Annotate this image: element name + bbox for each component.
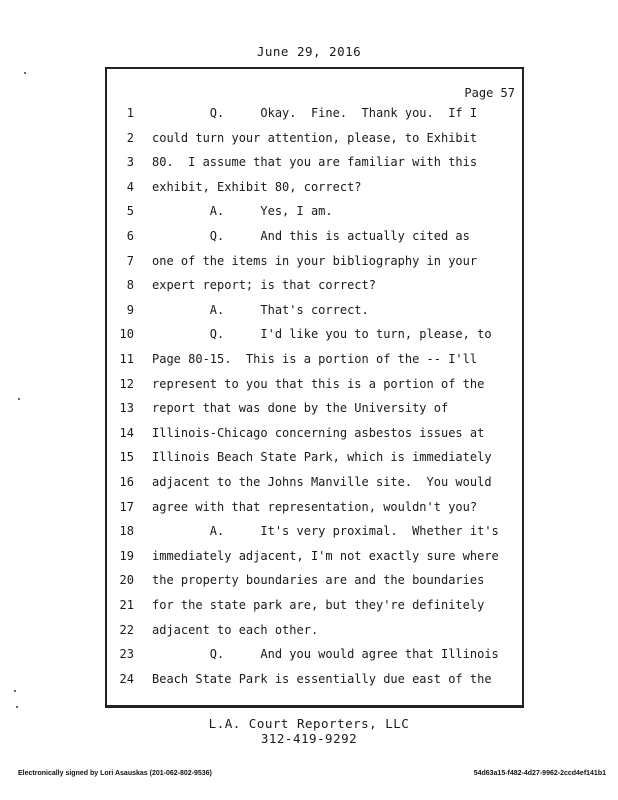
transcript-line xyxy=(0,546,618,566)
line-number: 14 xyxy=(119,425,134,440)
transcript-line xyxy=(0,324,618,344)
line-text: exhibit, Exhibit 80, correct? xyxy=(152,179,362,194)
transcript-line xyxy=(0,595,618,615)
line-text: immediately adjacent, I'm not exactly sure where xyxy=(152,548,499,563)
line-text: Q. And this is actually cited as xyxy=(152,229,470,243)
scan-artifact xyxy=(16,706,18,708)
line-text: expert report; is that correct? xyxy=(152,278,376,293)
transcript-line xyxy=(0,251,618,271)
line-text: Q. Okay. Fine. Thank you. If I xyxy=(152,106,478,120)
transcript-line xyxy=(0,644,618,664)
transcript-line xyxy=(0,152,618,172)
transcript-line xyxy=(0,669,618,689)
transcript-line xyxy=(0,226,618,246)
transcript-line xyxy=(0,374,618,394)
line-text: could turn your attention, please, to Exhibit xyxy=(152,130,478,145)
transcript-line xyxy=(0,423,618,443)
line-text: the property boundaries are and the boundaries xyxy=(152,573,485,588)
document-id: 54d63a15-f482-4d27-9962-2ccd4ef141b1 xyxy=(473,770,606,777)
line-number: 10 xyxy=(119,327,134,342)
transcript-line xyxy=(0,300,618,320)
line-number: 20 xyxy=(119,573,134,588)
line-text: adjacent to each other. xyxy=(152,622,319,637)
transcript-line xyxy=(0,497,618,517)
transcript-line xyxy=(0,570,618,590)
line-number: 5 xyxy=(126,204,134,219)
line-number: 6 xyxy=(126,229,134,243)
line-number: 7 xyxy=(126,253,134,268)
transcript-line xyxy=(0,177,618,197)
scan-artifact xyxy=(14,690,16,692)
transcript-line xyxy=(0,521,618,541)
footer-agency-name: L.A. Court Reporters, LLC xyxy=(208,716,410,731)
header-date: June 29, 2016 xyxy=(256,44,362,59)
line-text: one of the items in your bibliography in your xyxy=(152,253,478,268)
line-number: 23 xyxy=(119,647,134,662)
scan-artifact xyxy=(18,398,20,400)
line-text: Beach State Park is essentially due east of the xyxy=(152,671,492,686)
transcript-line xyxy=(0,398,618,418)
transcript-line xyxy=(0,128,618,148)
line-number: 19 xyxy=(119,548,134,563)
line-number: 8 xyxy=(126,278,134,293)
line-text: Q. I'd like you to turn, please, to xyxy=(152,327,492,342)
line-number: 21 xyxy=(119,598,134,612)
electronic-signature-note: Electronically signed by Lori Asauskas (201-062-802-9536) xyxy=(18,770,212,777)
line-number: 22 xyxy=(119,622,134,637)
line-text: A. That's correct. xyxy=(152,302,369,317)
line-number: 15 xyxy=(119,450,134,465)
line-text: Illinois-Chicago concerning asbestos issues at xyxy=(152,425,485,440)
line-text: 80. I assume that you are familiar with this xyxy=(152,155,478,170)
line-number: 13 xyxy=(119,401,134,416)
line-text: Page 80-15. This is a portion of the -- I'll xyxy=(152,352,478,366)
line-number: 1 xyxy=(126,106,134,120)
line-number: 9 xyxy=(126,302,134,317)
transcript-line xyxy=(0,447,618,467)
transcript-line xyxy=(0,201,618,221)
scan-artifact xyxy=(24,72,26,74)
transcript-line xyxy=(0,275,618,295)
line-text: Illinois Beach State Park, which is immediately xyxy=(152,450,492,465)
transcript-line xyxy=(0,472,618,492)
line-number: 18 xyxy=(119,524,134,539)
line-text: adjacent to the Johns Manville site. You would xyxy=(152,475,492,489)
line-text: represent to you that this is a portion of the xyxy=(152,376,485,391)
line-number: 2 xyxy=(126,130,134,145)
line-number: 17 xyxy=(119,499,134,514)
line-text: report that was done by the University of xyxy=(152,401,449,416)
line-text: Q. And you would agree that Illinois xyxy=(152,647,499,662)
line-number: 24 xyxy=(119,671,134,686)
transcript-line xyxy=(0,103,618,123)
line-number: 4 xyxy=(126,179,134,194)
page-number: Page 57 xyxy=(464,86,515,100)
footer-phone-number: 312-419-9292 xyxy=(260,731,358,746)
line-text: agree with that representation, wouldn't you? xyxy=(152,499,478,514)
line-text: A. Yes, I am. xyxy=(152,204,333,219)
line-text: for the state park are, but they're definitely xyxy=(152,598,485,612)
line-number: 3 xyxy=(126,155,134,170)
transcript-line xyxy=(0,349,618,369)
line-number: 11 xyxy=(119,352,134,366)
line-text: A. It's very proximal. Whether it's xyxy=(152,524,499,539)
line-number: 16 xyxy=(119,475,134,489)
line-number: 12 xyxy=(119,376,134,391)
transcript-line xyxy=(0,620,618,640)
